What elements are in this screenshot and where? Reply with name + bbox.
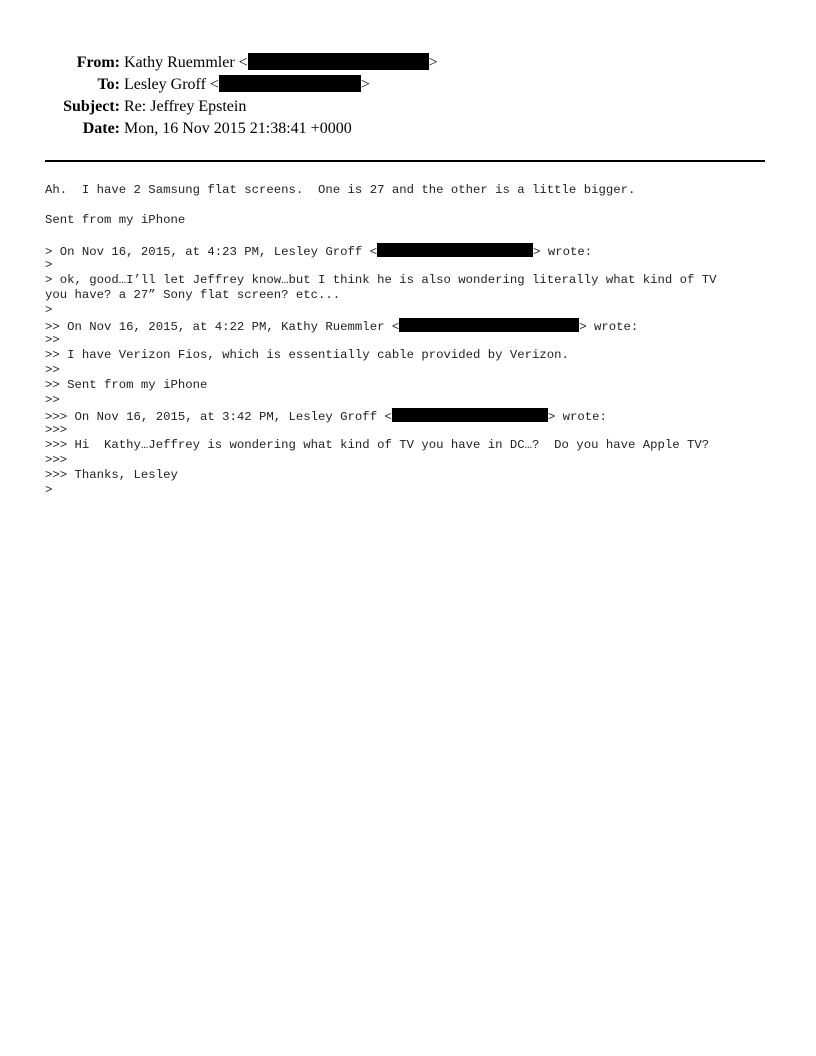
subject-label: Subject: <box>63 98 120 115</box>
to-label: To: <box>97 76 120 93</box>
body-line: >> <box>45 333 60 347</box>
redacted-email <box>248 53 429 70</box>
body-line: >>> Thanks, Lesley <box>45 468 178 482</box>
quote-header-suffix: > wrote: <box>533 245 593 259</box>
body-line: > ok, good…I’ll let Jeffrey know…but I think he is also wondering literally what kind of TV <box>45 273 717 287</box>
to-close: > <box>360 76 370 93</box>
from-value <box>124 52 438 74</box>
subject-value: Re: Jeffrey Epstein <box>124 98 247 115</box>
from-name: Kathy Ruemmler < <box>124 54 248 71</box>
body-line: >>> <box>45 423 68 437</box>
quote-header-line <box>45 243 592 258</box>
date-row <box>0 118 816 140</box>
redacted-email <box>377 243 533 257</box>
date-label: Date: <box>82 120 120 137</box>
from-close: > <box>428 54 438 71</box>
subject-row <box>0 96 816 118</box>
from-label: From: <box>76 54 120 71</box>
body-line: you have? a 27” Sony flat screen? etc... <box>45 288 341 302</box>
quote-header-text: >>> On Nov 16, 2015, at 3:42 PM, Lesley Groff < <box>45 410 392 424</box>
body-line: > <box>45 483 53 497</box>
quote-header-line <box>45 318 638 333</box>
quote-header-suffix: > wrote: <box>579 320 639 334</box>
redacted-email <box>392 408 548 422</box>
quote-header-text: >> On Nov 16, 2015, at 4:22 PM, Kathy Ruemmler < <box>45 320 400 334</box>
header-divider <box>45 160 765 162</box>
quote-header-text: > On Nov 16, 2015, at 4:23 PM, Lesley Groff < <box>45 245 378 259</box>
redacted-email <box>399 318 579 332</box>
date-value: Mon, 16 Nov 2015 21:38:41 +0000 <box>124 120 352 137</box>
to-value <box>124 74 370 96</box>
to-name: Lesley Groff < <box>124 76 219 93</box>
quote-header-suffix: > wrote: <box>547 410 607 424</box>
from-row <box>0 52 816 74</box>
body-line: >> Sent from my iPhone <box>45 378 208 392</box>
body-line: Sent from my iPhone <box>45 213 186 227</box>
body-line: >> I have Verizon Fios, which is essentially cable provided by Verizon. <box>45 348 569 362</box>
to-row <box>0 74 816 96</box>
body-line: >>> <box>45 453 68 467</box>
body-line: > <box>45 303 53 317</box>
quote-header-line <box>45 408 607 423</box>
body-line: >> <box>45 363 60 377</box>
body-line: Ah. I have 2 Samsung flat screens. One is 27 and the other is a little bigger. <box>45 183 636 197</box>
body-line: >> <box>45 393 60 407</box>
body-line: >>> Hi Kathy…Jeffrey is wondering what kind of TV you have in DC…? Do you have Apple TV? <box>45 438 710 452</box>
body-line: > <box>45 258 53 272</box>
redacted-email <box>219 75 361 92</box>
